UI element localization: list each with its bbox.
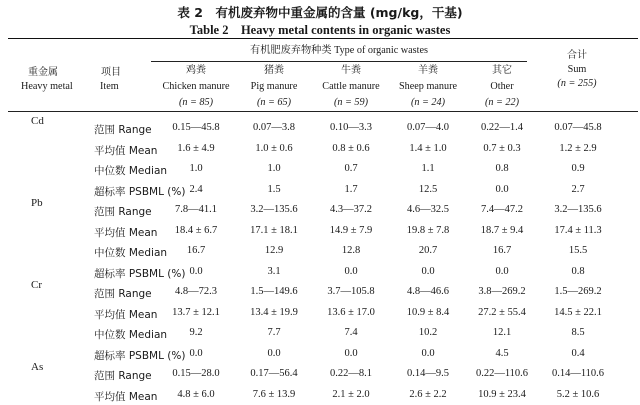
table-cell: 1.4 ± 1.0 bbox=[409, 142, 447, 154]
table-cell: 19.8 ± 7.8 bbox=[406, 224, 450, 236]
table-cell: 18.4 ± 6.7 bbox=[174, 224, 218, 236]
table-cell: 0.22—1.4 bbox=[481, 122, 523, 133]
table-cell: 4.5 bbox=[495, 347, 509, 359]
table-cell: 12.8 bbox=[341, 245, 361, 256]
table-cell: 14.5 ± 22.1 bbox=[554, 306, 602, 318]
header-waste-type: 有机肥废弃物种类 Type of organic wastes bbox=[250, 45, 428, 56]
row-item-label: 超标率 PSBML (%) bbox=[94, 267, 186, 280]
table-cell: 1.5—149.6 bbox=[250, 286, 298, 297]
header-sum-n: (n = 255) bbox=[557, 78, 597, 89]
row-item-label: 中位数 Median bbox=[94, 165, 168, 177]
table-cell: 0.22—110.6 bbox=[475, 368, 529, 379]
table-cell: 1.0 bbox=[267, 163, 281, 174]
metal-label: Pb bbox=[31, 197, 43, 209]
table-cell: 10.9 ± 23.4 bbox=[478, 388, 526, 400]
table-cell: 4.8—46.6 bbox=[407, 286, 449, 297]
header-sum-cn: 合计 bbox=[567, 50, 587, 61]
table-cell: 10.2 bbox=[418, 327, 438, 338]
column-header-cn: 牛粪 bbox=[341, 65, 361, 76]
table-title-cn: 表 2 有机废弃物中重金属的含量 (mg/kg，干基) bbox=[177, 5, 463, 20]
table-cell: 2.7 bbox=[571, 183, 585, 195]
table-cell: 20.7 bbox=[418, 245, 438, 256]
column-header-en: Other bbox=[490, 81, 514, 92]
table-cell: 7.4 bbox=[344, 327, 358, 338]
table-cell: 12.1 bbox=[492, 327, 512, 338]
table-cell: 0.0 bbox=[421, 347, 435, 359]
table-cell: 16.7 bbox=[492, 245, 512, 256]
table-cell: 15.5 bbox=[568, 245, 588, 256]
table-cell: 27.2 ± 55.4 bbox=[478, 306, 526, 318]
table-cell: 17.4 ± 11.3 bbox=[554, 224, 602, 236]
column-header-cn: 羊粪 bbox=[418, 65, 438, 76]
table-cell: 1.0 bbox=[189, 163, 203, 174]
table-cell: 0.07—4.0 bbox=[407, 122, 449, 133]
table-cell: 7.7 bbox=[267, 327, 281, 338]
table-cell: 0.15—45.8 bbox=[172, 122, 220, 133]
table-cell: 0.15—28.0 bbox=[172, 368, 220, 379]
table-cell: 1.2 ± 2.9 bbox=[559, 142, 597, 154]
table-cell: 5.2 ± 10.6 bbox=[556, 388, 600, 400]
table-cell: 1.5—269.2 bbox=[554, 286, 602, 297]
table-cell: 0.9 bbox=[571, 163, 585, 174]
top-rule bbox=[8, 38, 638, 39]
table-cell: 3.8—269.2 bbox=[478, 286, 526, 297]
table-cell: 0.14—9.5 bbox=[407, 368, 449, 379]
table-cell: 4.8 ± 6.0 bbox=[177, 388, 215, 400]
table-cell: 1.0 ± 0.6 bbox=[255, 142, 293, 154]
table-cell: 1.1 bbox=[421, 163, 435, 174]
column-header-n: (n = 65) bbox=[256, 97, 292, 108]
row-item-label: 平均值 Mean bbox=[94, 308, 158, 321]
row-item-label: 范围 Range bbox=[94, 206, 152, 218]
table-title-en: Table 2 Heavy metal contents in organic wastes bbox=[189, 23, 451, 37]
row-item-label: 平均值 Mean bbox=[94, 144, 158, 157]
table-cell: 13.4 ± 19.9 bbox=[250, 306, 298, 318]
header-bottom-rule bbox=[8, 111, 638, 112]
table-cell: 2.6 ± 2.2 bbox=[409, 388, 447, 400]
table-cell: 0.0 bbox=[344, 347, 358, 359]
table-cell: 1.7 bbox=[344, 183, 358, 195]
header-subrule bbox=[151, 61, 527, 62]
column-header-n: (n = 85) bbox=[178, 97, 214, 108]
row-item-label: 中位数 Median bbox=[94, 329, 168, 341]
table-cell: 0.07—3.8 bbox=[253, 122, 295, 133]
table-cell: 0.8 ± 0.6 bbox=[332, 142, 370, 154]
table-cell: 9.2 bbox=[189, 327, 203, 338]
table-cell: 16.7 bbox=[186, 245, 206, 256]
table-cell: 13.7 ± 12.1 bbox=[172, 306, 220, 318]
table-cell: 2.4 bbox=[189, 183, 203, 195]
header-sum-en: Sum bbox=[567, 64, 587, 75]
header-metal-cn: 重金属 bbox=[28, 67, 58, 78]
column-header-cn: 其它 bbox=[492, 65, 512, 76]
table-cell: 0.0 bbox=[189, 265, 203, 277]
row-item-label: 中位数 Median bbox=[94, 247, 168, 259]
table-cell: 1.6 ± 4.9 bbox=[177, 142, 215, 154]
table-cell: 3.7—105.8 bbox=[327, 286, 375, 297]
table-cell: 8.5 bbox=[571, 327, 585, 338]
table-cell: 0.8 bbox=[495, 163, 509, 174]
table-cell: 1.5 bbox=[267, 183, 281, 195]
table-cell: 3.1 bbox=[267, 265, 281, 277]
table-cell: 0.7 bbox=[344, 163, 358, 174]
table-cell: 12.9 bbox=[264, 245, 284, 256]
row-item-label: 超标率 PSBML (%) bbox=[94, 349, 186, 362]
table-cell: 7.6 ± 13.9 bbox=[252, 388, 296, 400]
row-item-label: 平均值 Mean bbox=[94, 226, 158, 239]
table-cell: 4.8—72.3 bbox=[175, 286, 217, 297]
table-cell: 0.22—8.1 bbox=[330, 368, 372, 379]
table-cell: 0.0 bbox=[495, 183, 509, 195]
table-cell: 13.6 ± 17.0 bbox=[327, 306, 375, 318]
row-item-label: 平均值 Mean bbox=[94, 390, 158, 403]
table-cell: 4.3—37.2 bbox=[330, 204, 372, 215]
column-header-en: Pig manure bbox=[250, 81, 298, 92]
table-cell: 12.5 bbox=[418, 183, 438, 195]
column-header-cn: 鸡粪 bbox=[186, 65, 206, 76]
metal-label: Cd bbox=[31, 115, 44, 127]
column-header-n: (n = 59) bbox=[333, 97, 369, 108]
table-cell: 7.4—47.2 bbox=[481, 204, 523, 215]
table-cell: 10.9 ± 8.4 bbox=[406, 306, 450, 318]
table-cell: 0.4 bbox=[571, 347, 585, 359]
table-cell: 3.2—135.6 bbox=[554, 204, 602, 215]
table-cell: 4.6—32.5 bbox=[407, 204, 449, 215]
table-cell: 0.0 bbox=[421, 265, 435, 277]
metal-label: As bbox=[31, 361, 44, 373]
column-header-n: (n = 24) bbox=[410, 97, 446, 108]
table-cell: 0.07—45.8 bbox=[554, 122, 602, 133]
header-item-en: Item bbox=[100, 81, 119, 92]
column-header-en: Sheep manure bbox=[399, 81, 457, 92]
table-cell: 0.14—110.6 bbox=[551, 368, 605, 379]
table-cell: 0.7 ± 0.3 bbox=[483, 142, 521, 154]
table-cell: 0.17—56.4 bbox=[250, 368, 298, 379]
column-header-n: (n = 22) bbox=[484, 97, 520, 108]
table-cell: 3.2—135.6 bbox=[250, 204, 298, 215]
column-header-cn: 猪粪 bbox=[264, 65, 284, 76]
table-cell: 18.7 ± 9.4 bbox=[480, 224, 524, 236]
header-item-cn: 项目 bbox=[101, 67, 121, 78]
table-cell: 0.0 bbox=[189, 347, 203, 359]
table-cell: 0.8 bbox=[571, 265, 585, 277]
header-metal-en: Heavy metal bbox=[21, 81, 73, 92]
row-item-label: 超标率 PSBML (%) bbox=[94, 185, 186, 198]
table-cell: 14.9 ± 7.9 bbox=[329, 224, 373, 236]
column-header-en: Chicken manure bbox=[162, 81, 230, 92]
table-cell: 0.0 bbox=[267, 347, 281, 359]
table-cell: 7.8—41.1 bbox=[175, 204, 217, 215]
table-cell: 2.1 ± 2.0 bbox=[332, 388, 370, 400]
table-cell: 0.0 bbox=[344, 265, 358, 277]
column-header-en: Cattle manure bbox=[322, 81, 380, 92]
row-item-label: 范围 Range bbox=[94, 288, 152, 300]
table-cell: 0.10—3.3 bbox=[330, 122, 372, 133]
row-item-label: 范围 Range bbox=[94, 370, 152, 382]
row-item-label: 范围 Range bbox=[94, 124, 152, 136]
table-cell: 0.0 bbox=[495, 265, 509, 277]
metal-label: Cr bbox=[31, 279, 42, 291]
table-cell: 17.1 ± 18.1 bbox=[250, 224, 298, 236]
